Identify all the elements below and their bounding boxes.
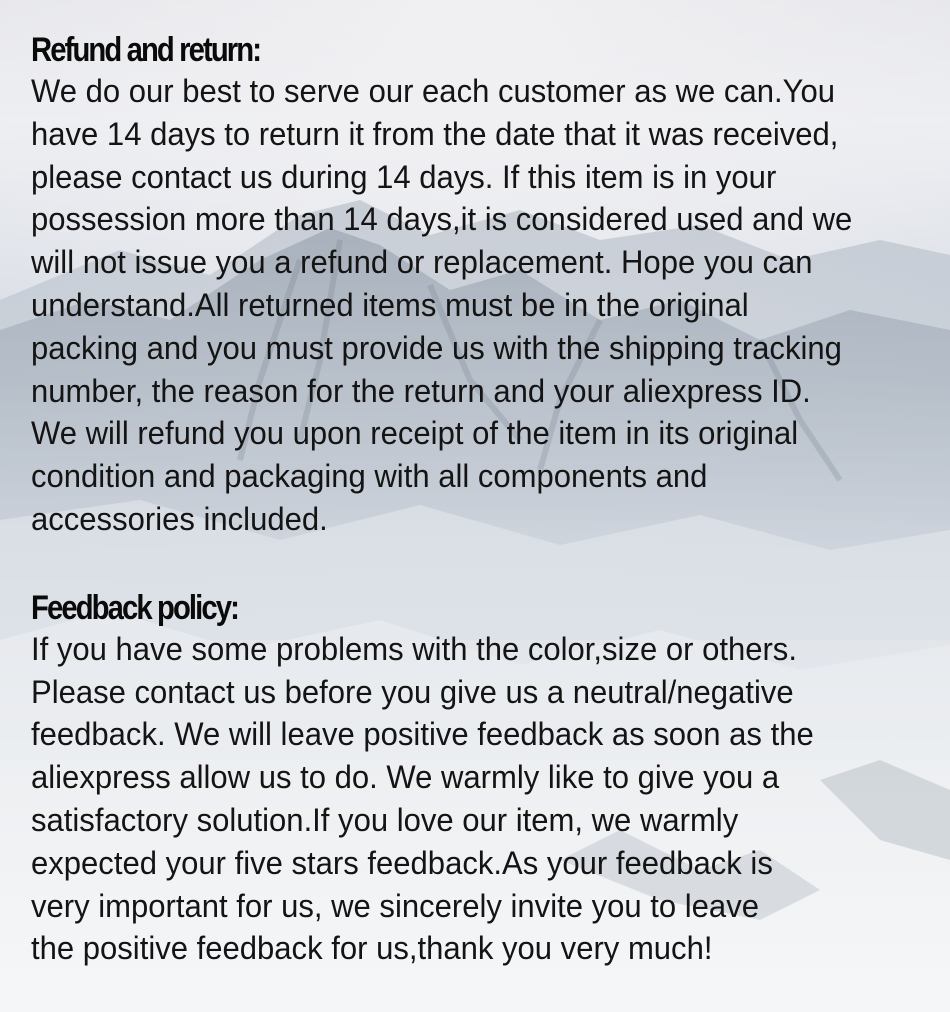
refund-line: number, the reason for the return and your aliexpress ID. bbox=[31, 372, 811, 409]
feedback-line: aliexpress allow us to do. We warmly like to give you a bbox=[31, 759, 780, 796]
refund-line: packing and you must provide us with the shipping tracking bbox=[31, 329, 842, 366]
feedback-line: Please contact us before you give us a neutral/negative bbox=[31, 673, 794, 710]
refund-line: please contact us during 14 days. If this item is in your bbox=[31, 158, 777, 195]
refund-line: possession more than 14 days,it is considered used and we bbox=[31, 201, 853, 238]
feedback-line: expected your five stars feedback.As your feedback is bbox=[31, 844, 773, 881]
feedback-line: feedback. We will leave positive feedback as soon as the bbox=[31, 716, 814, 753]
feedback-heading: Feedback policy: bbox=[31, 588, 238, 627]
policy-content bbox=[31, 30, 936, 970]
refund-section bbox=[31, 30, 936, 541]
refund-line: We will refund you upon receipt of the item in its original bbox=[31, 415, 799, 452]
feedback-line: If you have some problems with the color,size or others. bbox=[31, 630, 797, 667]
refund-line: accessories included. bbox=[31, 500, 328, 537]
feedback-line: very important for us, we sincerely invite you to leave bbox=[31, 887, 759, 924]
refund-line: understand.All returned items must be in the original bbox=[31, 286, 749, 323]
feedback-line: the positive feedback for us,thank you very much! bbox=[31, 930, 713, 967]
refund-line: will not issue you a refund or replacement. Hope you can bbox=[31, 244, 813, 281]
refund-heading: Refund and return: bbox=[31, 31, 261, 69]
refund-line: We do our best to serve our each customer as we can.You bbox=[31, 73, 835, 109]
feedback-line: satisfactory solution.If you love our item, we warmly bbox=[31, 801, 739, 838]
refund-line: have 14 days to return it from the date that it was received, bbox=[31, 115, 839, 152]
section-spacer bbox=[31, 541, 936, 588]
refund-line: condition and packaging with all components and bbox=[31, 458, 708, 495]
feedback-section bbox=[31, 588, 936, 970]
